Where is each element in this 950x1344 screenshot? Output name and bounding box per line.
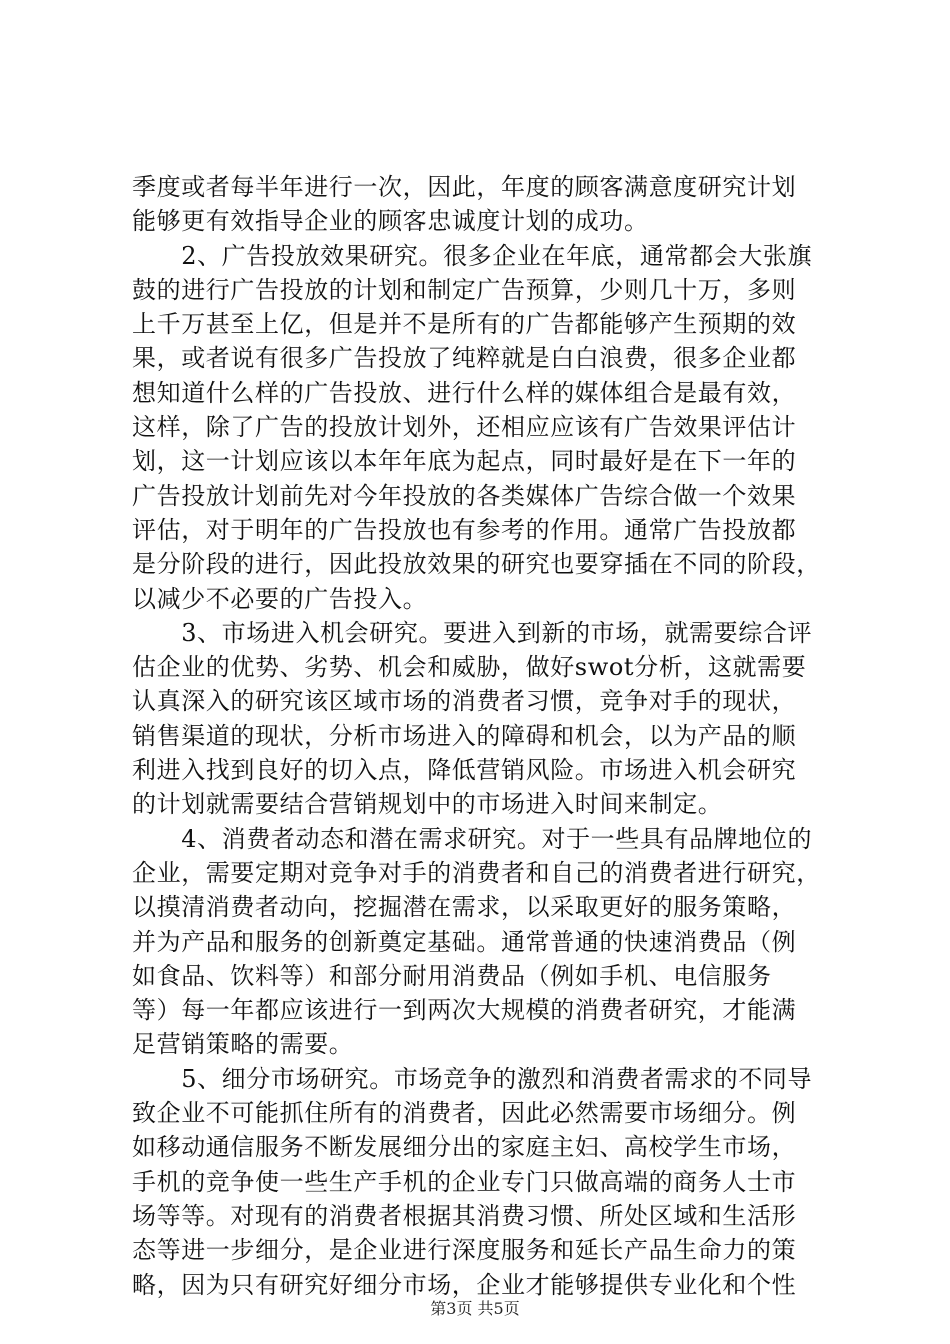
- text-line: 如移动通信服务不断发展细分出的家庭主妇、高校学生市场，: [132, 1133, 797, 1162]
- text-line: 鼓的进行广告投放的计划和制定广告预算，少则几十万，多则: [132, 275, 797, 304]
- text-line: 态等进一步细分，是企业进行深度服务和延长产品生命力的策: [132, 1236, 797, 1265]
- text-line: 以减少不必要的广告投入。: [132, 584, 428, 613]
- text-line: 如食品、饮料等）和部分耐用消费品（例如手机、电信服务: [132, 961, 772, 990]
- text-line: 估企业的优势、劣势、机会和威胁，做好swot分析，这就需要: [132, 653, 807, 682]
- text-line: 并为产品和服务的创新奠定基础。通常普通的快速消费品（例: [132, 927, 797, 956]
- text-line: 场等等。对现有的消费者根据其消费习惯、所处区域和生活形: [132, 1201, 797, 1230]
- text-line: 是分阶段的进行，因此投放效果的研究也要穿插在不同的阶段，: [132, 550, 821, 579]
- text-line: 3、市场进入机会研究。要进入到新的市场，就需要综合评: [132, 618, 813, 647]
- text-line: 果，或者说有很多广告投放了纯粹就是白白浪费，很多企业都: [132, 344, 797, 373]
- text-line: 销售渠道的现状，分析市场进入的障碍和机会，以为产品的顺: [132, 721, 797, 750]
- text-line: 的计划就需要结合营销规划中的市场进入时间来制定。: [132, 790, 723, 819]
- body-text: [132, 170, 832, 1302]
- text-line: 等）每一年都应该进行一到两次大规模的消费者研究，才能满: [132, 996, 797, 1025]
- text-line: 5、细分市场研究。市场竞争的激烈和消费者需求的不同导: [132, 1064, 813, 1093]
- text-line: 企业，需要定期对竞争对手的消费者和自己的消费者进行研究，: [132, 858, 821, 887]
- text-line: 手机的竞争使一些生产手机的企业专门只做高端的商务人士市: [132, 1167, 797, 1196]
- text-line: 认真深入的研究该区域市场的消费者习惯，竞争对手的现状，: [132, 687, 797, 716]
- text-line: 评估，对于明年的广告投放也有参考的作用。通常广告投放都: [132, 515, 797, 544]
- text-line: 季度或者每半年进行一次，因此，年度的顾客满意度研究计划: [132, 173, 797, 201]
- text-line: 划，这一计划应该以本年年底为起点，同时最好是在下一年的: [132, 447, 797, 476]
- text-line: 2、广告投放效果研究。很多企业在年底，通常都会大张旗: [132, 241, 813, 270]
- text-line: 以摸清消费者动向，挖掘潜在需求，以采取更好的服务策略，: [132, 893, 797, 922]
- text-line: 利进入找到良好的切入点，降低营销风险。市场进入机会研究: [132, 756, 797, 785]
- page-footer: [0, 1296, 950, 1319]
- text-line: 上千万甚至上亿，但是并不是所有的广告都能够产生预期的效: [132, 310, 797, 339]
- text-line: 略，因为只有研究好细分市场，企业才能够提供专业化和个性: [132, 1270, 797, 1299]
- text-line: 想知道什么样的广告投放、进行什么样的媒体组合是最有效，: [132, 378, 797, 407]
- text-line: 足营销策略的需要。: [132, 1030, 354, 1059]
- text-line: 能够更有效指导企业的顾客忠诚度计划的成功。: [132, 207, 649, 236]
- text-line: 广告投放计划前先对今年投放的各类媒体广告综合做一个效果: [132, 481, 797, 510]
- text-line: 4、消费者动态和潜在需求研究。对于一些具有品牌地位的: [132, 824, 813, 853]
- text-line: 致企业不可能抓住所有的消费者，因此必然需要市场细分。例: [132, 1099, 797, 1128]
- text-line: 这样，除了广告的投放计划外，还相应应该有广告效果评估计: [132, 413, 797, 442]
- page-number-label: 第3页 共5页: [430, 1299, 520, 1318]
